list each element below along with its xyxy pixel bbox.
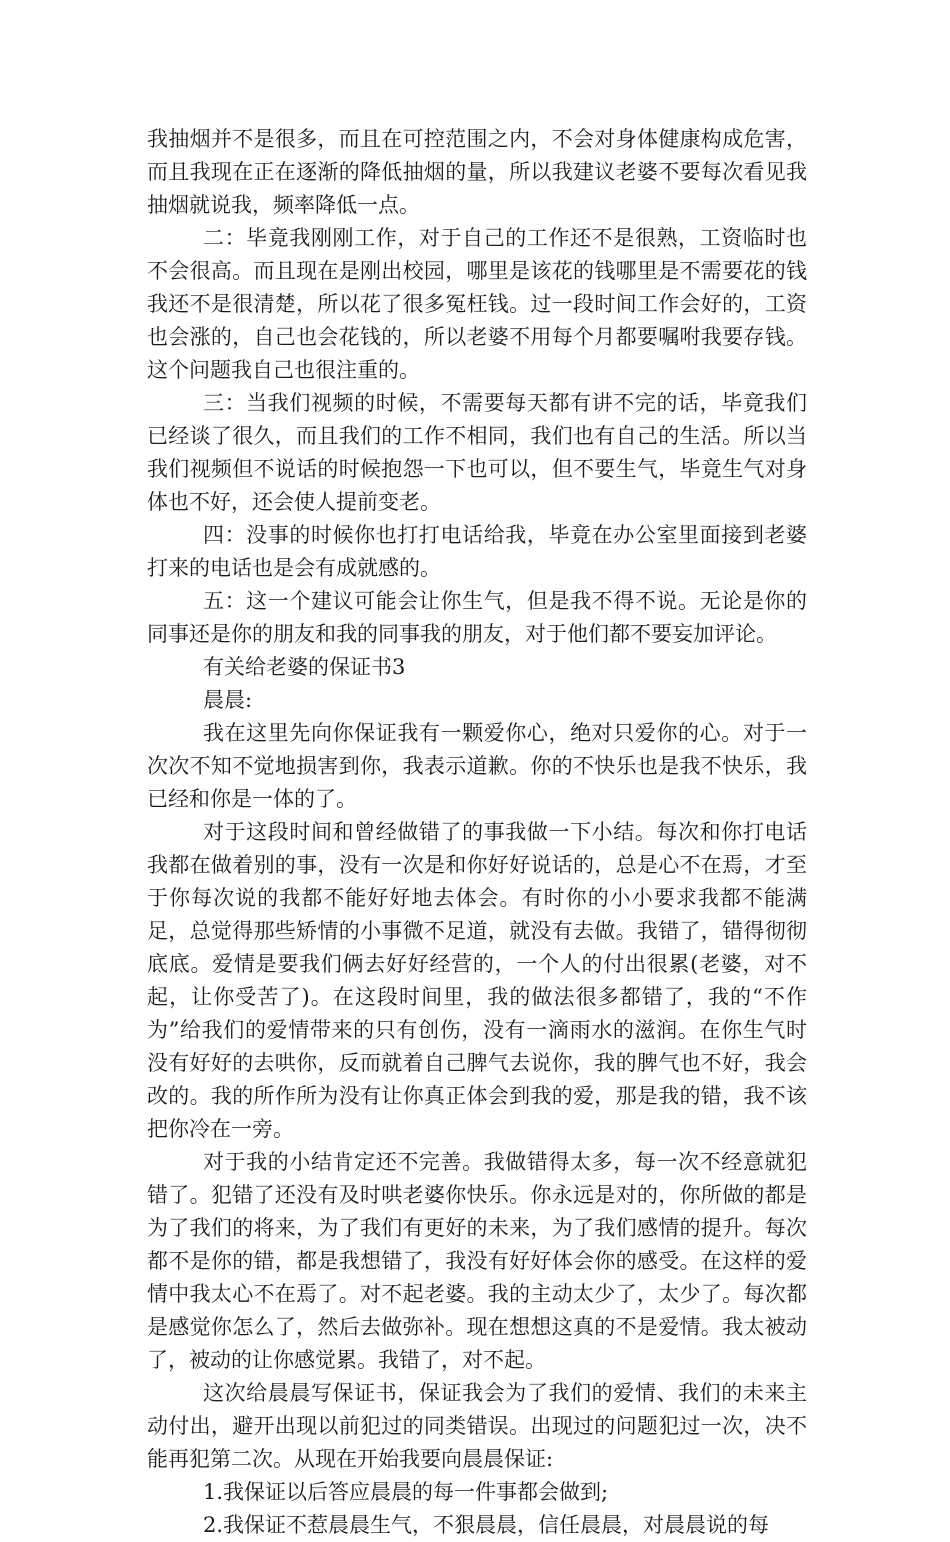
paragraph-smoking: 我抽烟并不是很多，而且在可控范围之内，不会对身体健康构成危害，而且我现在正在逐渐的降低抽烟的量，所以我建议老婆不要每次看见我抽烟就说我，频率降低一点。	[147, 127, 807, 217]
paragraph-point-two: 二：毕竟我刚刚工作，对于自己的工作还不是很熟，工资临时也不会很高。而且现在是刚出校园，哪里是该花的钱哪里是不需要花的钱我还不是很清楚，所以花了很多冤枉钱。过一段时间工作会好的，工资也会涨的，自己也会花钱的，所以老婆不用每个月都要嘱咐我要存钱。这个问题我自己也很注重的。	[147, 226, 807, 382]
section-heading: 有关给老婆的保证书3	[203, 655, 406, 679]
paragraph-point-four: 四：没事的时候你也打打电话给我，毕竟在办公室里面接到老婆打来的电话也是会有成就感的。	[147, 523, 807, 580]
document-page	[147, 123, 807, 1542]
paragraph-point-three: 三：当我们视频的时候，不需要每天都有讲不完的话，毕竟我们已经谈了很久，而且我们的工作不相同，我们也有自己的生活。所以当我们视频但不说话的时候抱怨一下也可以，但不要生气，毕竟生气对身体也不好，还会使人提前变老。	[147, 391, 807, 514]
salutation: 晨晨:	[203, 688, 253, 712]
list-item-1: 1.我保证以后答应晨晨的每一件事都会做到;	[203, 1480, 609, 1504]
list-item-2: 2.我保证不惹晨晨生气，不狠晨晨，信任晨晨，对晨晨说的每	[203, 1513, 770, 1537]
paragraph-guarantee: 这次给晨晨写保证书，保证我会为了我们的爱情、我们的未来主动付出，避开出现以前犯过的同类错误。出现过的问题犯过一次，决不能再犯第二次。从现在开始我要向晨晨保证:	[147, 1381, 807, 1471]
paragraph-summary: 对于这段时间和曾经做错了的事我做一下小结。每次和你打电话我都在做着别的事，没有一次是和你好好说话的，总是心不在焉，才至于你每次说的我都不能好好地去体会。有时你的小小要求我都不能满足，总觉得那些矫情的小事微不足道，就没有去做。我错了，错得彻彻底底。爱情是要我们俩去好好经营的，一个人的付出很累(老婆，对不起，让你受苦了)。在这段时间里，我的做法很多都错了，我的“不作为”给我们的爱情带来的只有创伤，没有一滴雨水的滋润。在你生气时没有好好的去哄你，反而就着自己脾气去说你，我的脾气也不好，我会改的。我的所作所为没有让你真正体会到我的爱，那是我的错，我不该把你冷在一旁。	[147, 820, 807, 1141]
paragraph-point-five: 五：这一个建议可能会让你生气，但是我不得不说。无论是你的同事还是你的朋友和我的同事我的朋友，对于他们都不要妄加评论。	[147, 589, 807, 646]
paragraph-promise: 我在这里先向你保证我有一颗爱你心，绝对只爱你的心。对于一次次不知不觉地损害到你，我表示道歉。你的不快乐也是我不快乐，我已经和你是一体的了。	[147, 721, 807, 811]
paragraph-reflection: 对于我的小结肯定还不完善。我做错得太多，每一次不经意就犯错了。犯错了还没有及时哄老婆你快乐。你永远是对的，你所做的都是为了我们的将来，为了我们有更好的未来，为了我们感情的提升。每次都不是你的错，都是我想错了，我没有好好体会你的感受。在这样的爱情中我太心不在焉了。对不起老婆。我的主动太少了，太少了。每次都是感觉你怎么了，然后去做弥补。现在想想这真的不是爱情。我太被动了，被动的让你感觉累。我错了，对不起。	[147, 1150, 807, 1372]
